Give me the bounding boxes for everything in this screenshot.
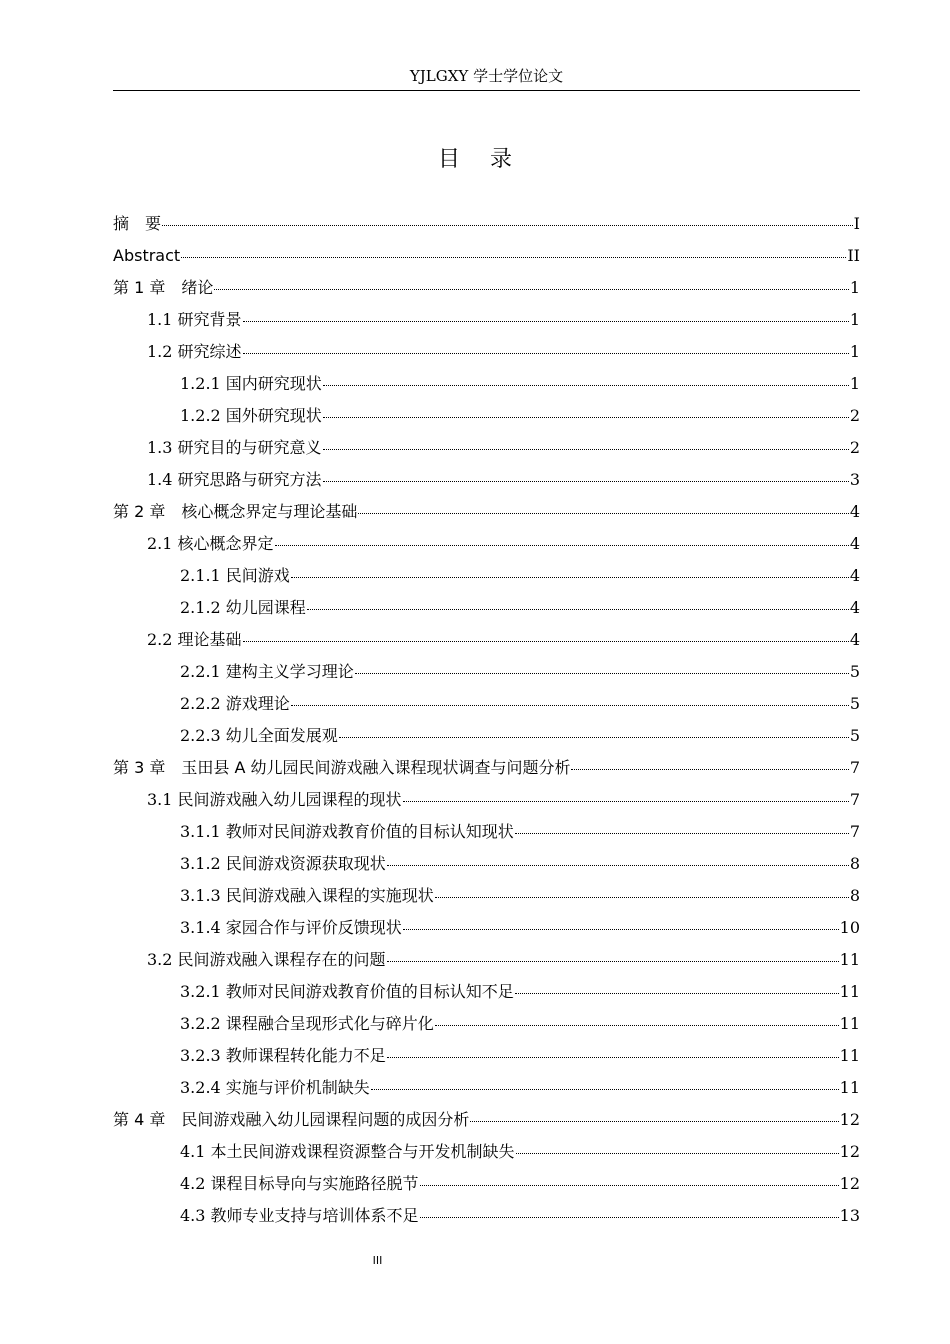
toc-entry-page: 1: [849, 374, 860, 393]
header-rule: [113, 90, 860, 91]
toc-entry[interactable]: [113, 784, 860, 816]
toc-entry-title: 2.2.1 建构主义学习理论: [180, 662, 354, 681]
toc-entry-title: 4.2 课程目标导向与实施路径脱节: [180, 1174, 419, 1193]
toc-leader-dots: [435, 897, 849, 898]
toc-title: 目录: [437, 147, 542, 172]
toc-entry-page: 4: [849, 534, 860, 553]
toc-entry[interactable]: [113, 720, 860, 752]
toc-entry-page: II: [847, 246, 860, 265]
toc-entry[interactable]: [113, 1200, 860, 1232]
toc-entry-page: 12: [839, 1142, 860, 1161]
toc-leader-dots: [403, 929, 839, 930]
toc-entry-title: 3.2.4 实施与评价机制缺失: [180, 1078, 370, 1097]
toc-entry-page: 4: [849, 598, 860, 617]
toc-entry-page: 7: [849, 758, 860, 777]
toc-entry-page: 3: [849, 470, 860, 489]
toc-entry[interactable]: [113, 432, 860, 464]
toc-entry[interactable]: [113, 560, 860, 592]
toc-entry-title: 摘 要: [113, 214, 162, 233]
toc-entry-page: 5: [849, 726, 860, 745]
toc-entry[interactable]: [113, 496, 860, 528]
toc-entry-title: 2.1.2 幼儿园课程: [180, 598, 306, 617]
page-number: III: [372, 1254, 383, 1267]
toc-entry-title: 3.1 民间游戏融入幼儿园课程的现状: [147, 790, 402, 809]
toc-entry[interactable]: [113, 848, 860, 880]
toc-entry[interactable]: [113, 1008, 860, 1040]
toc-entry-page: 2: [849, 406, 860, 425]
toc-entry-title: 第 4 章 民间游戏融入幼儿园课程问题的成因分析: [113, 1110, 470, 1129]
toc-leader-dots: [387, 961, 839, 962]
toc-entry[interactable]: [113, 272, 860, 304]
toc-entry-page: 4: [849, 502, 860, 521]
toc-entry-page: 7: [849, 790, 860, 809]
toc-entry-title: 3.1.3 民间游戏融入课程的实施现状: [180, 886, 434, 905]
toc-leader-dots: [243, 321, 849, 322]
toc-entry[interactable]: [113, 688, 860, 720]
toc-entry-title: 3.2.1 教师对民间游戏教育价值的目标认知不足: [180, 982, 514, 1001]
toc-entry-title: Abstract: [113, 246, 181, 265]
toc-entry-title: 3.1.2 民间游戏资源获取现状: [180, 854, 386, 873]
toc-entry-title: 1.2.1 国内研究现状: [180, 374, 322, 393]
toc-leader-dots: [243, 641, 849, 642]
toc-leader-dots: [515, 993, 839, 994]
toc-leader-dots: [323, 417, 849, 418]
toc-entry[interactable]: [113, 464, 860, 496]
toc-leader-dots: [307, 609, 849, 610]
toc-entry-title: 1.2.2 国外研究现状: [180, 406, 322, 425]
toc-entry[interactable]: [113, 528, 860, 560]
toc-entry-title: 3.2 民间游戏融入课程存在的问题: [147, 950, 386, 969]
toc-entry[interactable]: [113, 592, 860, 624]
toc-entry-page: 8: [849, 854, 860, 873]
toc-leader-dots: [470, 1121, 838, 1122]
toc-entry-page: 11: [839, 1046, 860, 1065]
toc-leader-dots: [162, 225, 853, 226]
toc-entry[interactable]: [113, 656, 860, 688]
toc-leader-dots: [387, 865, 849, 866]
toc-entry[interactable]: [113, 368, 860, 400]
toc-leader-dots: [323, 385, 849, 386]
toc-leader-dots: [339, 737, 849, 738]
toc-entry-page: 5: [849, 694, 860, 713]
toc-leader-dots: [355, 673, 849, 674]
toc-entry-page: 4: [849, 630, 860, 649]
toc-entry-page: 11: [839, 950, 860, 969]
toc-entry-title: 1.4 研究思路与研究方法: [147, 470, 322, 489]
toc-leader-dots: [243, 353, 849, 354]
page-header: YJLGXY 学士学位论文: [409, 67, 564, 85]
toc-entry-page: 1: [849, 310, 860, 329]
toc-entry-page: 1: [849, 342, 860, 361]
toc-leader-dots: [358, 513, 848, 514]
toc-entry-page: 12: [839, 1174, 860, 1193]
toc-entry[interactable]: [113, 880, 860, 912]
toc-leader-dots: [435, 1025, 839, 1026]
toc-entry[interactable]: [113, 400, 860, 432]
toc-entry[interactable]: [113, 816, 860, 848]
toc-entry-title: 第 3 章 玉田县 A 幼儿园民间游戏融入课程现状调查与问题分析: [113, 758, 571, 777]
toc-entry-title: 1.3 研究目的与研究意义: [147, 438, 322, 457]
toc-entry-title: 2.2.3 幼儿全面发展观: [180, 726, 338, 745]
toc-entry-page: 11: [839, 982, 860, 1001]
toc-entry[interactable]: [113, 752, 860, 784]
toc-entry[interactable]: [113, 336, 860, 368]
toc-leader-dots: [323, 481, 849, 482]
toc-entry[interactable]: [113, 1104, 860, 1136]
toc-entry-page: 8: [849, 886, 860, 905]
toc-entry-title: 3.1.4 家园合作与评价反馈现状: [180, 918, 402, 937]
toc-entry-page: 5: [849, 662, 860, 681]
toc-entry-page: 2: [849, 438, 860, 457]
toc-leader-dots: [214, 289, 848, 290]
toc-leader-dots: [291, 705, 849, 706]
toc-leader-dots: [371, 1089, 839, 1090]
toc-entry-page: 4: [849, 566, 860, 585]
toc-entry[interactable]: [113, 1168, 860, 1200]
toc-entry-title: 第 2 章 核心概念界定与理论基础: [113, 502, 358, 521]
toc-entry[interactable]: [113, 1040, 860, 1072]
toc-entry-title: 2.2 理论基础: [147, 630, 242, 649]
toc-entry-page: 7: [849, 822, 860, 841]
toc-leader-dots: [291, 577, 849, 578]
toc-entry[interactable]: [113, 208, 860, 240]
toc-entry-title: 2.1.1 民间游戏: [180, 566, 290, 585]
toc-entry[interactable]: [113, 912, 860, 944]
toc-leader-dots: [323, 449, 849, 450]
toc-leader-dots: [181, 257, 846, 258]
toc-entry-page: 11: [839, 1014, 860, 1033]
toc-entry-title: 2.2.2 游戏理论: [180, 694, 290, 713]
toc-entry[interactable]: [113, 1072, 860, 1104]
toc-entry[interactable]: [113, 1136, 860, 1168]
toc-leader-dots: [420, 1185, 839, 1186]
toc-entry[interactable]: [113, 944, 860, 976]
toc-entry-title: 3.1.1 教师对民间游戏教育价值的目标认知现状: [180, 822, 514, 841]
table-of-contents: [113, 208, 860, 1232]
toc-entry[interactable]: [113, 304, 860, 336]
toc-entry-page: 10: [839, 918, 860, 937]
toc-leader-dots: [403, 801, 849, 802]
toc-entry-page: 13: [839, 1206, 860, 1225]
toc-entry-title: 4.1 本土民间游戏课程资源整合与开发机制缺失: [180, 1142, 515, 1161]
toc-entry-title: 1.2 研究综述: [147, 342, 242, 361]
toc-entry-title: 2.1 核心概念界定: [147, 534, 274, 553]
toc-entry-title: 3.2.3 教师课程转化能力不足: [180, 1046, 386, 1065]
toc-entry-page: I: [853, 214, 860, 233]
toc-entry-title: 第 1 章 绪论: [113, 278, 214, 297]
toc-leader-dots: [571, 769, 848, 770]
toc-leader-dots: [275, 545, 849, 546]
toc-leader-dots: [516, 1153, 839, 1154]
toc-entry[interactable]: [113, 976, 860, 1008]
toc-entry-page: 11: [839, 1078, 860, 1097]
toc-leader-dots: [420, 1217, 839, 1218]
toc-entry-page: 12: [839, 1110, 860, 1129]
toc-entry[interactable]: [113, 624, 860, 656]
toc-entry-page: 1: [849, 278, 860, 297]
toc-leader-dots: [387, 1057, 839, 1058]
toc-leader-dots: [515, 833, 849, 834]
toc-entry-title: 3.2.2 课程融合呈现形式化与碎片化: [180, 1014, 434, 1033]
toc-entry[interactable]: [113, 240, 860, 272]
toc-entry-title: 4.3 教师专业支持与培训体系不足: [180, 1206, 419, 1225]
toc-entry-title: 1.1 研究背景: [147, 310, 242, 329]
